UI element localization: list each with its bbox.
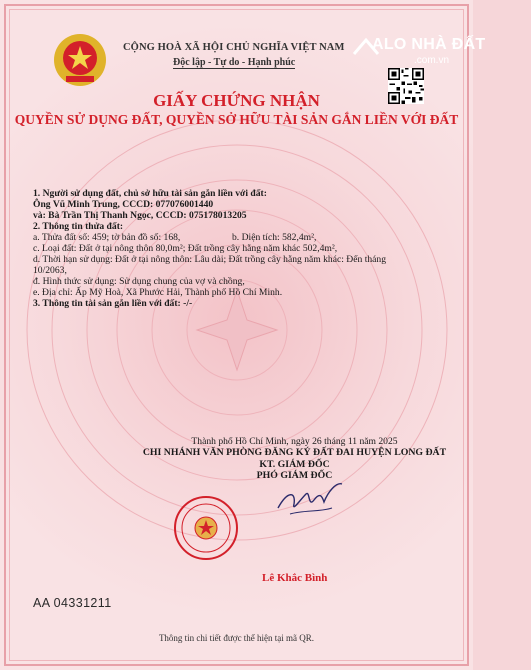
watermark-domain: .com.vn	[414, 55, 450, 66]
land-type: c. Loại đất: Đất ở tại nông thôn 80,0m²; Đất trồng cây hằng năm khác 502,4m²,	[33, 243, 338, 254]
owner-2: và: Bà Trần Thị Thanh Ngọc, CCCD: 075178013205	[33, 210, 247, 221]
section1-heading: 1. Người sử dụng đất, chủ sở hữu tài sản gắn liền với đất:	[33, 188, 267, 199]
serial-number: AA 04331211	[33, 596, 112, 610]
kt-director: KT. GIÁM ĐỐC	[259, 459, 330, 470]
country-name: CỘNG HOÀ XÃ HỘI CHỦ NGHĨA VIỆT NAM	[123, 42, 345, 53]
owner-1: Ông Vũ Minh Trung, CCCD: 077076001440	[33, 199, 214, 210]
national-motto: Độc lập - Tự do - Hạnh phúc	[173, 57, 296, 68]
signer-name: Lê Khắc Bình	[262, 572, 328, 584]
section3-heading: 3. Thông tin tài sản gắn liền với đất: -/-	[33, 298, 193, 309]
place-date: Thành phố Hồ Chí Minh, ngày 26 tháng 11 năm 2025	[191, 436, 398, 447]
usage-term: d. Thời hạn sử dụng: Đất ở tại nông thôn: Lâu dài; Đất trồng cây hằng năm khác: Đến tháng	[33, 254, 387, 265]
national-emblem-icon	[52, 32, 108, 88]
certificate-title: GIẤY CHỨNG NHẬN	[153, 91, 320, 110]
watermark-brand: ALO NHÀ ĐẤT	[372, 36, 486, 53]
certificate-subtitle: QUYỀN SỬ DỤNG ĐẤT, QUYỀN SỞ HỮU TÀI SẢN GẮN LIỀN VỚI ĐẤT	[14, 112, 459, 127]
deputy-director: PHÓ GIÁM ĐỐC	[256, 470, 333, 481]
parcel-address: e. Địa chỉ: Ấp Mỹ Hoà, Xã Phước Hải, Thành phố Hồ Chí Minh.	[33, 287, 283, 298]
qr-note: Thông tin chi tiết được thể hiện tại mã QR.	[158, 633, 315, 643]
issuing-agency: CHI NHÁNH VĂN PHÒNG ĐĂNG KÝ ĐẤT ĐAI HUYỆN LONG ĐẤT	[142, 447, 447, 458]
handwritten-signature	[270, 470, 350, 530]
section2-heading: 2. Thông tin thửa đất:	[33, 221, 124, 232]
usage-form: đ. Hình thức sử dụng: Sử dụng chung của vợ và chồng,	[33, 276, 245, 287]
parcel-number: a. Thửa đất số: 459; tờ bản đồ số: 168,	[33, 232, 181, 243]
parcel-area: b. Diện tích: 582,4m²,	[232, 232, 317, 243]
usage-term-cont: 10/2063,	[33, 265, 67, 276]
red-seal-stamp	[173, 495, 239, 561]
